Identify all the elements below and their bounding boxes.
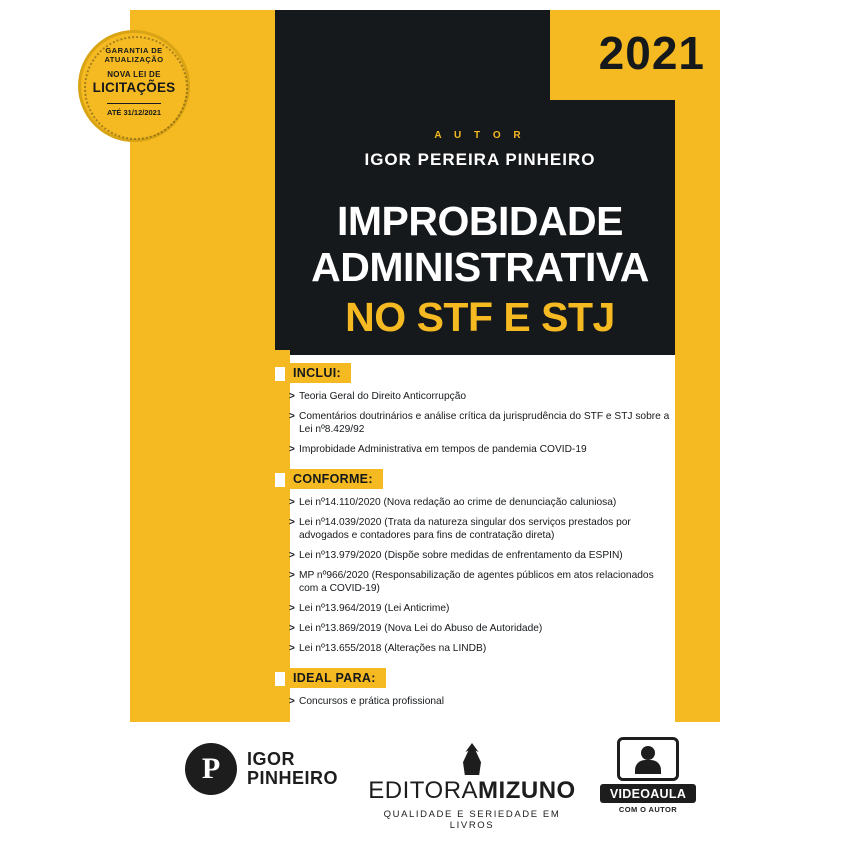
year-badge bbox=[550, 10, 720, 100]
section-heading: IDEAL PARA: bbox=[285, 668, 386, 688]
section-ideal-para bbox=[275, 668, 675, 708]
videoaula-label: VIDEOAULA bbox=[600, 784, 696, 803]
title-line-3: NO STF E STJ bbox=[345, 294, 615, 340]
list-item: > Lei nº14.110/2020 (Nova redação ao crime de denunciação caluniosa) bbox=[289, 496, 675, 509]
list-item: > Lei nº13.964/2019 (Lei Anticrime) bbox=[289, 602, 675, 615]
list-item: > Teoria Geral do Direito Anticorrupção bbox=[289, 390, 675, 403]
mizuno-tagline: QUALIDADE E SERIEDADE EM LIVROS bbox=[383, 809, 561, 831]
videoaula-badge bbox=[600, 737, 696, 814]
section-inclui bbox=[275, 363, 675, 456]
list-item: > Lei nº13.979/2020 (Dispõe sobre medidas de enfrentamento da ESPIN) bbox=[289, 549, 675, 562]
cover-right-yellow-strip bbox=[675, 10, 720, 722]
monogram-icon: P bbox=[185, 743, 237, 795]
section-heading-wrap bbox=[285, 469, 675, 489]
cover-left-yellow-block bbox=[130, 350, 290, 722]
person-body-icon bbox=[635, 760, 661, 774]
seal-line-1: GARANTIA DE ATUALIZAÇÃO bbox=[104, 46, 164, 64]
cover-content-sections bbox=[275, 355, 675, 722]
seal-line-4: ATÉ 31/12/2021 bbox=[107, 103, 161, 117]
book-cover bbox=[130, 10, 720, 722]
section-bullet-list bbox=[289, 496, 675, 655]
section-bullet-list bbox=[289, 695, 675, 708]
list-item: > MP nº966/2020 (Responsabilização de agentes públicos em atos relacionados com a COVID-19) bbox=[289, 569, 675, 595]
pinheiro-logo-text bbox=[247, 750, 338, 788]
title-line-1: IMPROBIDADE bbox=[336, 198, 624, 244]
list-item: > Lei nº14.039/2020 (Trata da natureza singular dos serviços prestados por advogados e contadores para fins de contratação direta) bbox=[289, 516, 675, 542]
section-bullet-list bbox=[289, 390, 675, 456]
video-presenter-icon bbox=[617, 737, 679, 781]
section-conforme bbox=[275, 469, 675, 655]
list-item: > Comentários doutrinários e análise crítica da jurisprudência do STF e STJ sobre a Lei nº8.429/92 bbox=[289, 410, 675, 436]
igor-pinheiro-logo bbox=[185, 743, 338, 795]
pinheiro-logo-line-1: IGOR bbox=[247, 749, 296, 769]
mizuno-name-part-1: EDITORA bbox=[368, 777, 479, 804]
mizuno-name-part-2: MIZUNO bbox=[478, 777, 576, 804]
list-item: > Lei nº13.655/2018 (Alterações na LINDB) bbox=[289, 642, 675, 655]
publisher-logo-bar bbox=[0, 735, 850, 835]
update-guarantee-seal bbox=[78, 30, 190, 142]
list-item: > Improbidade Administrativa em tempos de pandemia COVID-19 bbox=[289, 443, 675, 456]
title-line-2: ADMINISTRATIVA bbox=[311, 244, 649, 290]
year-text: 2021 bbox=[598, 27, 705, 79]
section-tick-marker bbox=[275, 672, 285, 686]
section-heading-wrap bbox=[285, 668, 675, 688]
author-name: IGOR PEREIRA PINHEIRO bbox=[364, 150, 596, 169]
mizuno-logo-name bbox=[362, 777, 582, 805]
section-tick-marker bbox=[275, 367, 285, 381]
section-heading: INCLUI: bbox=[285, 363, 351, 383]
seal-line-2: NOVA LEI DE bbox=[107, 70, 161, 79]
section-heading: CONFORME: bbox=[285, 469, 383, 489]
flame-icon bbox=[457, 743, 487, 775]
seal-line-3: LICITAÇÕES bbox=[92, 80, 176, 95]
list-item: > Lei nº13.869/2019 (Nova Lei do Abuso de Autoridade) bbox=[289, 622, 675, 635]
list-item: > Concursos e prática profissional bbox=[289, 695, 675, 708]
author-label: A U T O R bbox=[434, 130, 526, 141]
videoaula-sublabel: COM O AUTOR bbox=[618, 805, 678, 814]
pinheiro-logo-line-2: PINHEIRO bbox=[247, 768, 339, 788]
section-tick-marker bbox=[275, 473, 285, 487]
section-heading-wrap bbox=[285, 363, 675, 383]
editora-mizuno-logo bbox=[362, 743, 582, 831]
person-head-icon bbox=[641, 746, 655, 760]
